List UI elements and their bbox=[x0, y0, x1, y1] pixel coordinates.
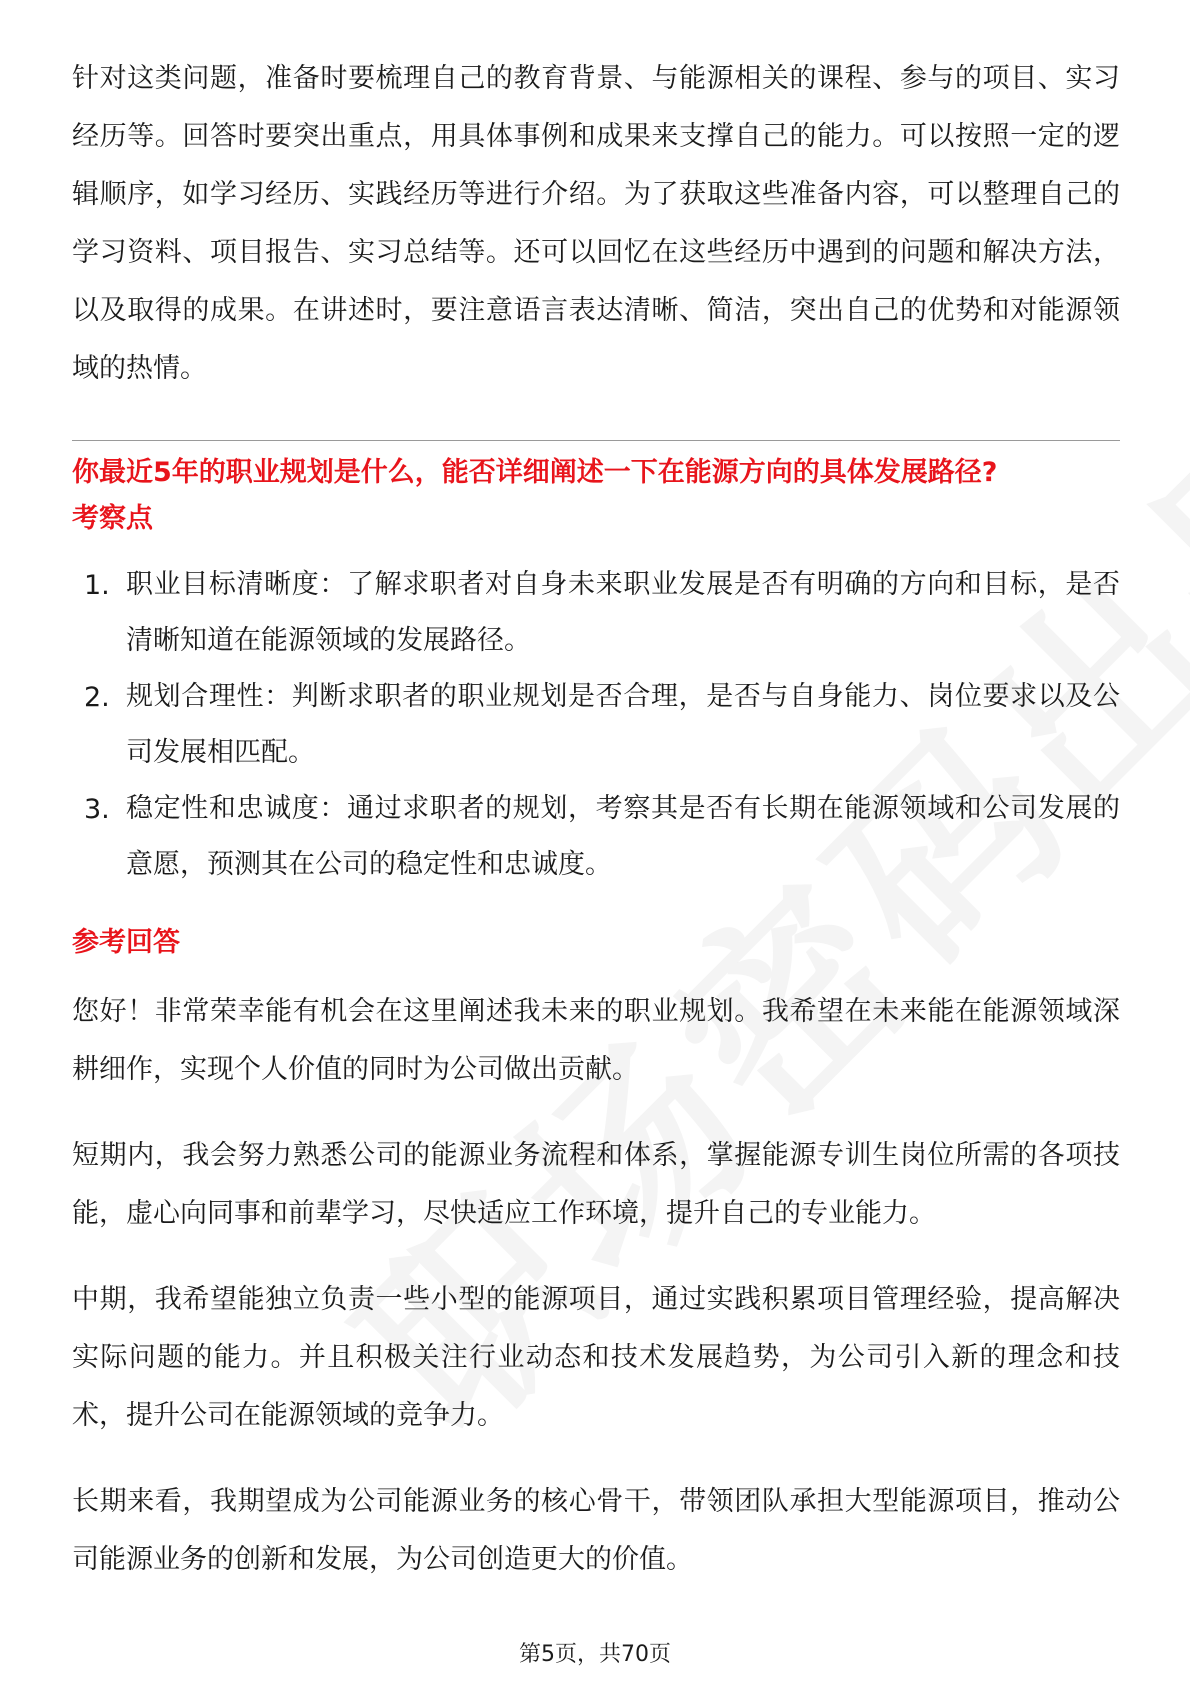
answer-paragraph: 长期来看，我期望成为公司能源业务的核心骨干，带领团队承担大型能源项目，推动公司能源业务的创新和发展，为公司创造更大的价值。 bbox=[72, 1486, 1120, 1575]
item-text: 稳定性和忠诚度：通过求职者的规划，考察其是否有长期在能源领域和公司发展的意愿，预测其在公司的稳定性和忠诚度。 bbox=[126, 793, 1120, 880]
item-text: 规划合理性：判断求职者的职业规划是否合理，是否与自身能力、岗位要求以及公司发展相匹配。 bbox=[126, 681, 1120, 768]
assessment-label: 考察点 bbox=[72, 503, 153, 534]
item-text: 职业目标清晰度：了解求职者对自身未来职业发展是否有明确的方向和目标，是否清晰知道在能源领域的发展路径。 bbox=[126, 569, 1120, 656]
item-number: 2. bbox=[84, 682, 110, 713]
answer-label: 参考回答 bbox=[72, 927, 180, 958]
question-heading: 你最近5年的职业规划是什么，能否详细阐述一下在能源方向的具体发展路径? bbox=[72, 457, 998, 488]
section-divider bbox=[72, 440, 1120, 441]
page-footer: 第5页，共70页 bbox=[519, 1642, 671, 1667]
page-content bbox=[72, 50, 1120, 1617]
item-number: 3. bbox=[84, 794, 110, 825]
answer-paragraph: 您好！非常荣幸能有机会在这里阐述我未来的职业规划。我希望在未来能在能源领域深耕细作，实现个人价值的同时为公司做出贡献。 bbox=[72, 996, 1120, 1085]
assessment-item bbox=[72, 781, 1120, 893]
answer-paragraph: 中期，我希望能独立负责一些小型的能源项目，通过实践积累项目管理经验，提高解决实际问题的能力。并且积极关注行业动态和技术发展趋势，为公司引入新的理念和技术，提升公司在能源领域的竞争力。 bbox=[72, 1284, 1120, 1431]
intro-paragraph: 针对这类问题，准备时要梳理自己的教育背景、与能源相关的课程、参与的项目、实习经历等。回答时要突出重点，用具体事例和成果来支撑自己的能力。可以按照一定的逻辑顺序，如学习经历、实践经历等进行介绍。为了获取这些准备内容，可以整理自己的学习资料、项目报告、实习总结等。还可以回忆在这些经历中遇到的问题和解决方法，以及取得的成果。在讲述时，要注意语言表达清晰、简洁，突出自己的优势和对能源领域的热情。 bbox=[72, 63, 1120, 384]
answer-paragraph: 短期内，我会努力熟悉公司的能源业务流程和体系，掌握能源专训生岗位所需的各项技能，虚心向同事和前辈学习，尽快适应工作环境，提升自己的专业能力。 bbox=[72, 1140, 1120, 1229]
item-number: 1. bbox=[84, 570, 110, 601]
assessment-item bbox=[72, 669, 1120, 781]
assessment-list bbox=[72, 557, 1120, 893]
assessment-item bbox=[72, 557, 1120, 669]
